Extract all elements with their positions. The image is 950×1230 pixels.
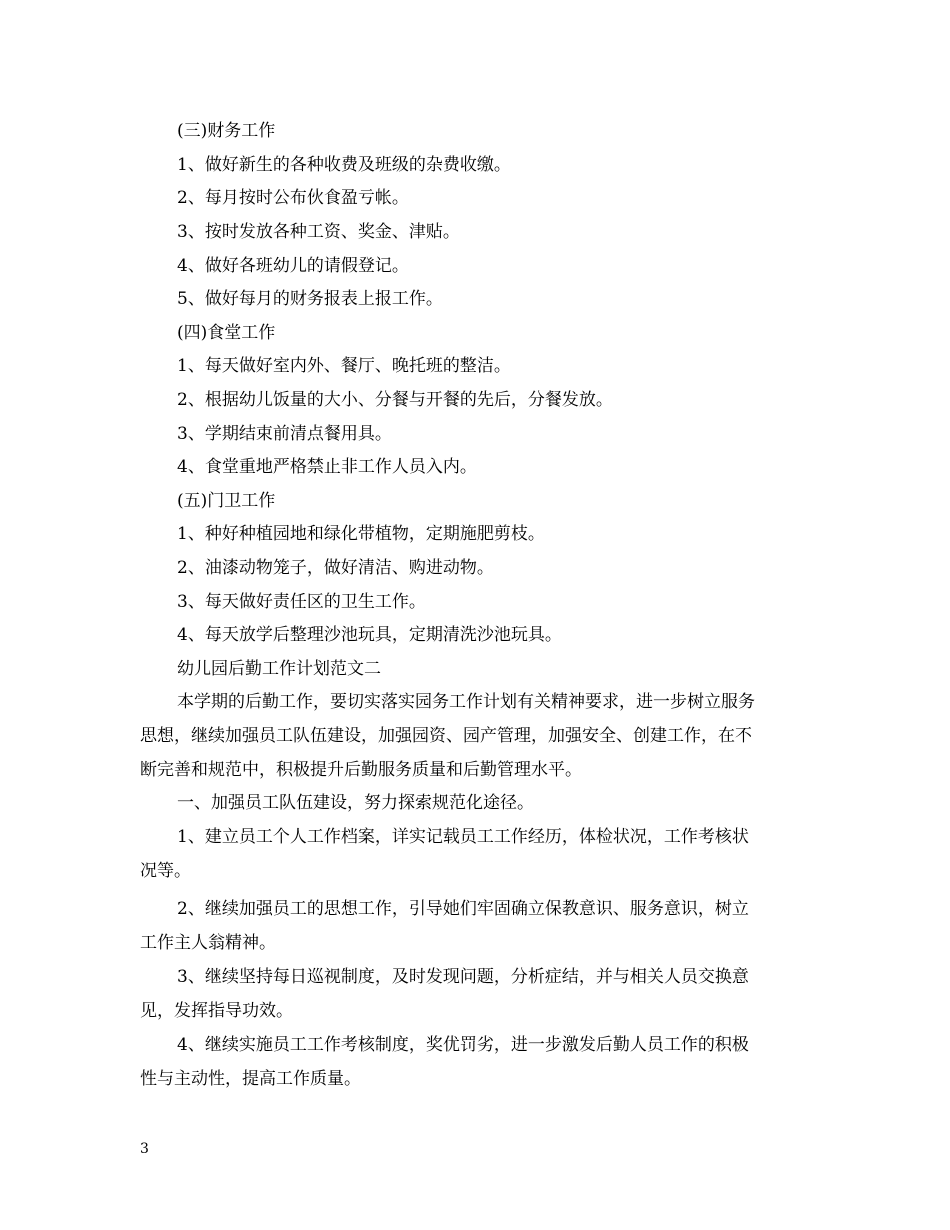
text-line: 3、每天做好责任区的卫生工作。 (177, 592, 426, 612)
text-line: 4、做好各班幼儿的请假登记。 (177, 256, 409, 276)
section-heading-finance: (三)财务工作 (177, 121, 276, 141)
paragraph-line: 况等。 (140, 861, 191, 881)
text-line: 3、学期结束前清点餐用具。 (177, 424, 392, 444)
text-line: 2、根据幼儿饭量的大小、分餐与开餐的先后，分餐发放。 (177, 390, 613, 410)
paragraph-line: 见，发挥指导功效。 (140, 1001, 293, 1021)
text-line: 1、种好种植园地和绿化带植物，定期施肥剪枝。 (177, 524, 545, 544)
paragraph-line: 性与主动性，提高工作质量。 (140, 1069, 361, 1089)
section-heading-gate: (五)门卫工作 (177, 491, 276, 511)
paragraph-line: 工作主人翁精神。 (140, 933, 276, 953)
paragraph-line: 2、继续加强员工的思想工作，引导她们牢固确立保教意识、服务意识，树立 (177, 899, 749, 919)
page-number: 3 (140, 1141, 149, 1157)
paragraph-line: 思想，继续加强员工队伍建设，加强园资、园产管理，加强安全、创建工作，在不 (140, 726, 752, 746)
text-line: 1、做好新生的各种收费及班级的杂费收缴。 (177, 155, 511, 175)
paragraph-line: 断完善和规范中，积极提升后勤服务质量和后勤管理水平。 (140, 760, 582, 780)
text-line: 2、油漆动物笼子，做好清洁、购进动物。 (177, 558, 494, 578)
section-heading-canteen: (四)食堂工作 (177, 323, 276, 343)
paragraph-line: 4、继续实施员工工作考核制度，奖优罚劣，进一步激发后勤人员工作的积极 (177, 1035, 749, 1055)
paragraph-line: 本学期的后勤工作，要切实落实园务工作计划有关精神要求，进一步树立服务 (177, 692, 755, 712)
paragraph-line: 1、建立员工个人工作档案，详实记载员工工作经历，体检状况，工作考核状 (177, 827, 749, 847)
text-line: 4、每天放学后整理沙池玩具，定期清洗沙池玩具。 (177, 625, 562, 645)
text-line: 2、每月按时公布伙食盈亏帐。 (177, 188, 409, 208)
text-line: 3、按时发放各种工资、奖金、津贴。 (177, 222, 460, 242)
text-line: 1、每天做好室内外、餐厅、晚托班的整洁。 (177, 356, 511, 376)
paragraph-line: 3、继续坚持每日巡视制度，及时发现问题，分析症结，并与相关人员交换意 (177, 967, 749, 987)
text-line: 4、食堂重地严格禁止非工作人员入内。 (177, 457, 477, 477)
section-heading-staff: 一、加强员工队伍建设，努力探索规范化途径。 (177, 793, 534, 813)
text-line: 5、做好每月的财务报表上报工作。 (177, 289, 443, 309)
article-title: 幼儿园后勤工作计划范文二 (177, 659, 381, 679)
